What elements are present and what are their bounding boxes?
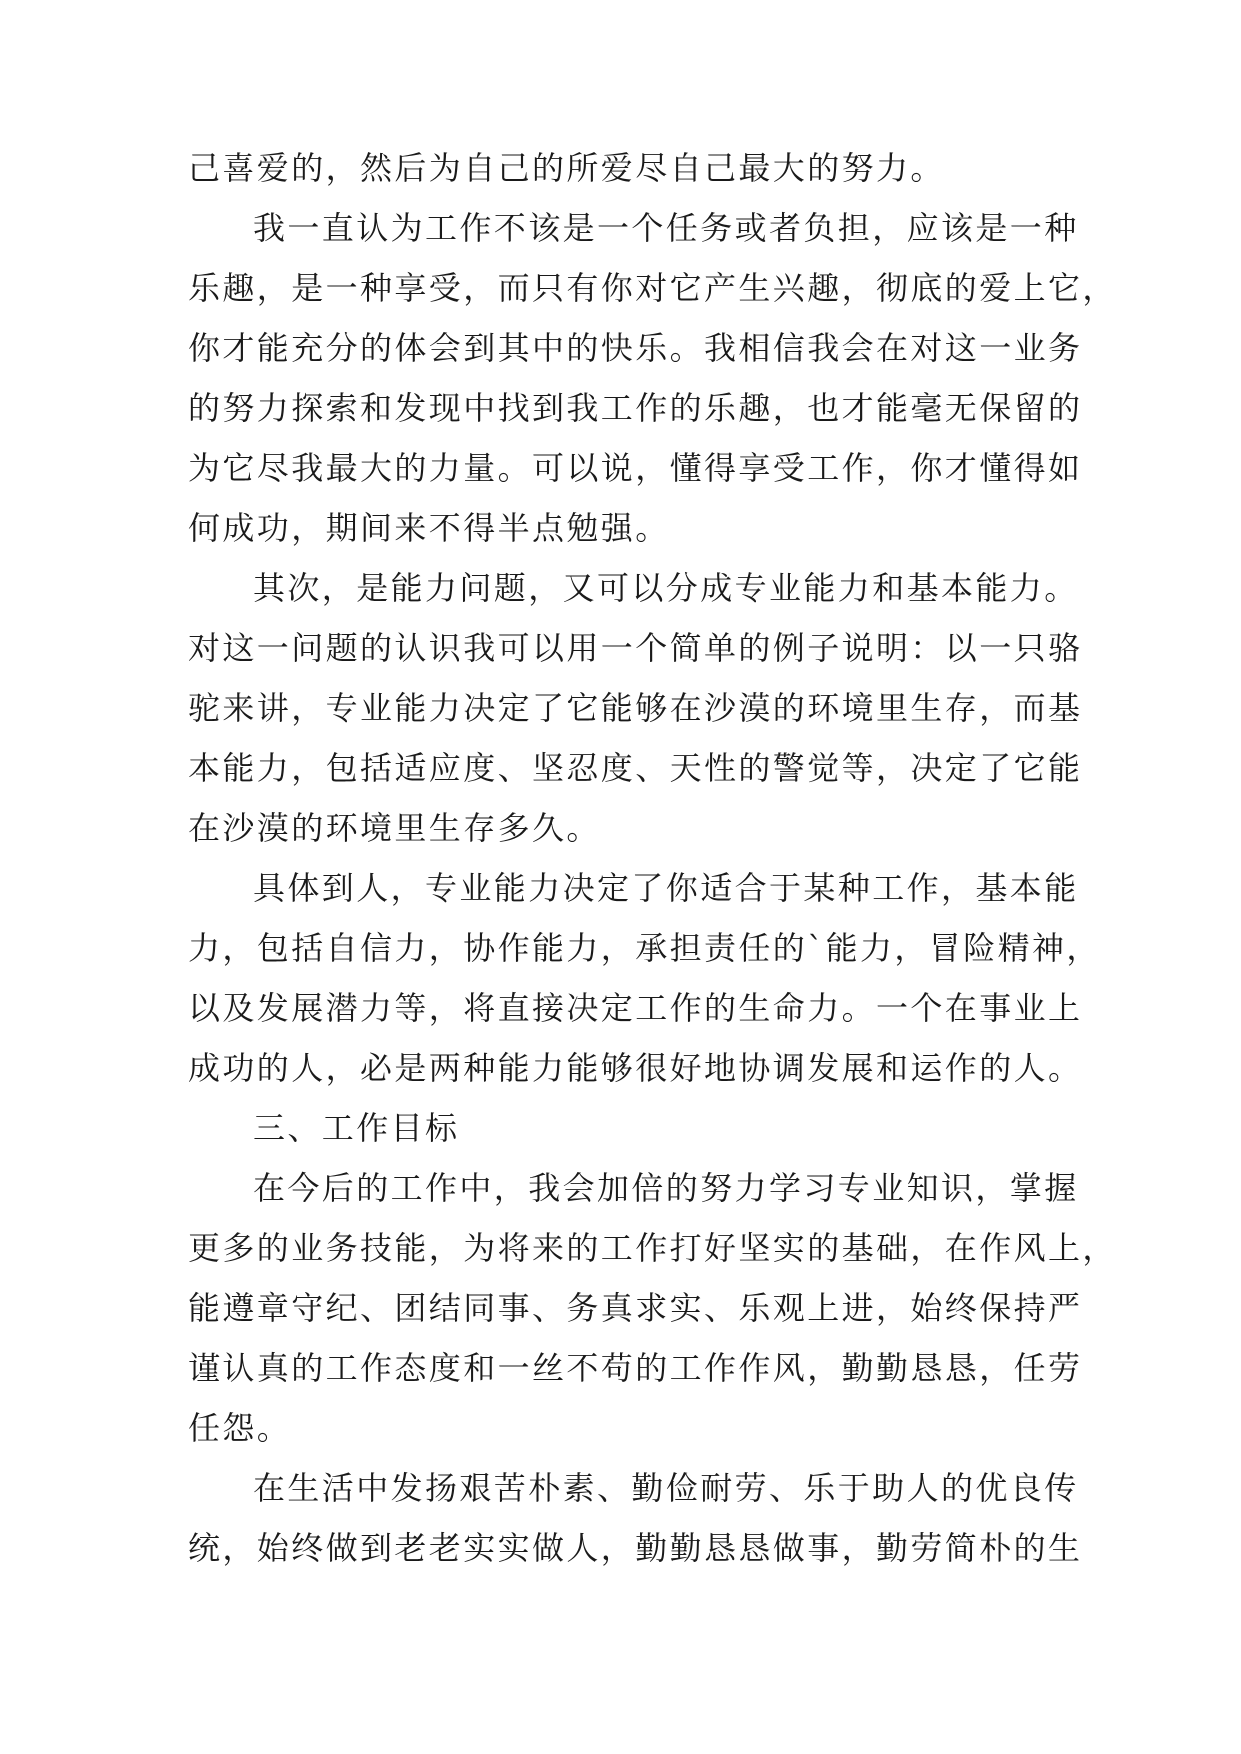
text-line: 任怨。 (188, 1409, 292, 1447)
section-heading: 三、工作目标 (253, 1109, 460, 1147)
text-line: 力，包括自信力，协作能力，承担责任的`能力，冒险精神， (188, 929, 1101, 967)
text-line: 何成功，期间来不得半点勉强。 (188, 509, 670, 547)
paragraph-first-line: 在今后的工作中，我会加倍的努力学习专业知识，掌握 (253, 1169, 1079, 1207)
paragraph-first-line: 其次，是能力问题，又可以分成专业能力和基本能力。 (253, 569, 1079, 607)
text-line: 更多的业务技能，为将来的工作打好坚实的基础，在作风上， (188, 1229, 1117, 1267)
text-line: 为它尽我最大的力量。可以说，懂得享受工作，你才懂得如 (188, 449, 1083, 487)
text-line: 在沙漠的环境里生存多久。 (188, 809, 601, 847)
paragraph-first-line: 具体到人，专业能力决定了你适合于某种工作，基本能 (253, 869, 1079, 907)
text-line: 统，始终做到老老实实做人，勤勤恳恳做事，勤劳简朴的生 (188, 1529, 1083, 1567)
text-line: 谨认真的工作态度和一丝不苟的工作作风，勤勤恳恳，任劳 (188, 1349, 1083, 1387)
paragraph-first-line: 在生活中发扬艰苦朴素、勤俭耐劳、乐于助人的优良传 (253, 1469, 1079, 1507)
text-line: 以及发展潜力等，将直接决定工作的生命力。一个在事业上 (188, 989, 1083, 1027)
text-line: 驼来讲，专业能力决定了它能够在沙漠的环境里生存，而基 (188, 689, 1083, 727)
text-line: 能遵章守纪、团结同事、务真求实、乐观上进，始终保持严 (188, 1289, 1083, 1327)
text-line: 本能力，包括适应度、坚忍度、天性的警觉等，决定了它能 (188, 749, 1083, 787)
text-line: 成功的人，必是两种能力能够很好地协调发展和运作的人。 (188, 1049, 1083, 1087)
text-line: 对这一问题的认识我可以用一个简单的例子说明：以一只骆 (188, 629, 1083, 667)
text-line: 的努力探索和发现中找到我工作的乐趣，也才能毫无保留的 (188, 389, 1083, 427)
text-line: 己喜爱的，然后为自己的所爱尽自己最大的努力。 (188, 149, 945, 187)
paragraph-first-line: 我一直认为工作不该是一个任务或者负担，应该是一种 (253, 209, 1079, 247)
text-line: 你才能充分的体会到其中的快乐。我相信我会在对这一业务 (188, 329, 1083, 367)
text-line: 乐趣，是一种享受，而只有你对它产生兴趣，彻底的爱上它， (188, 269, 1117, 307)
